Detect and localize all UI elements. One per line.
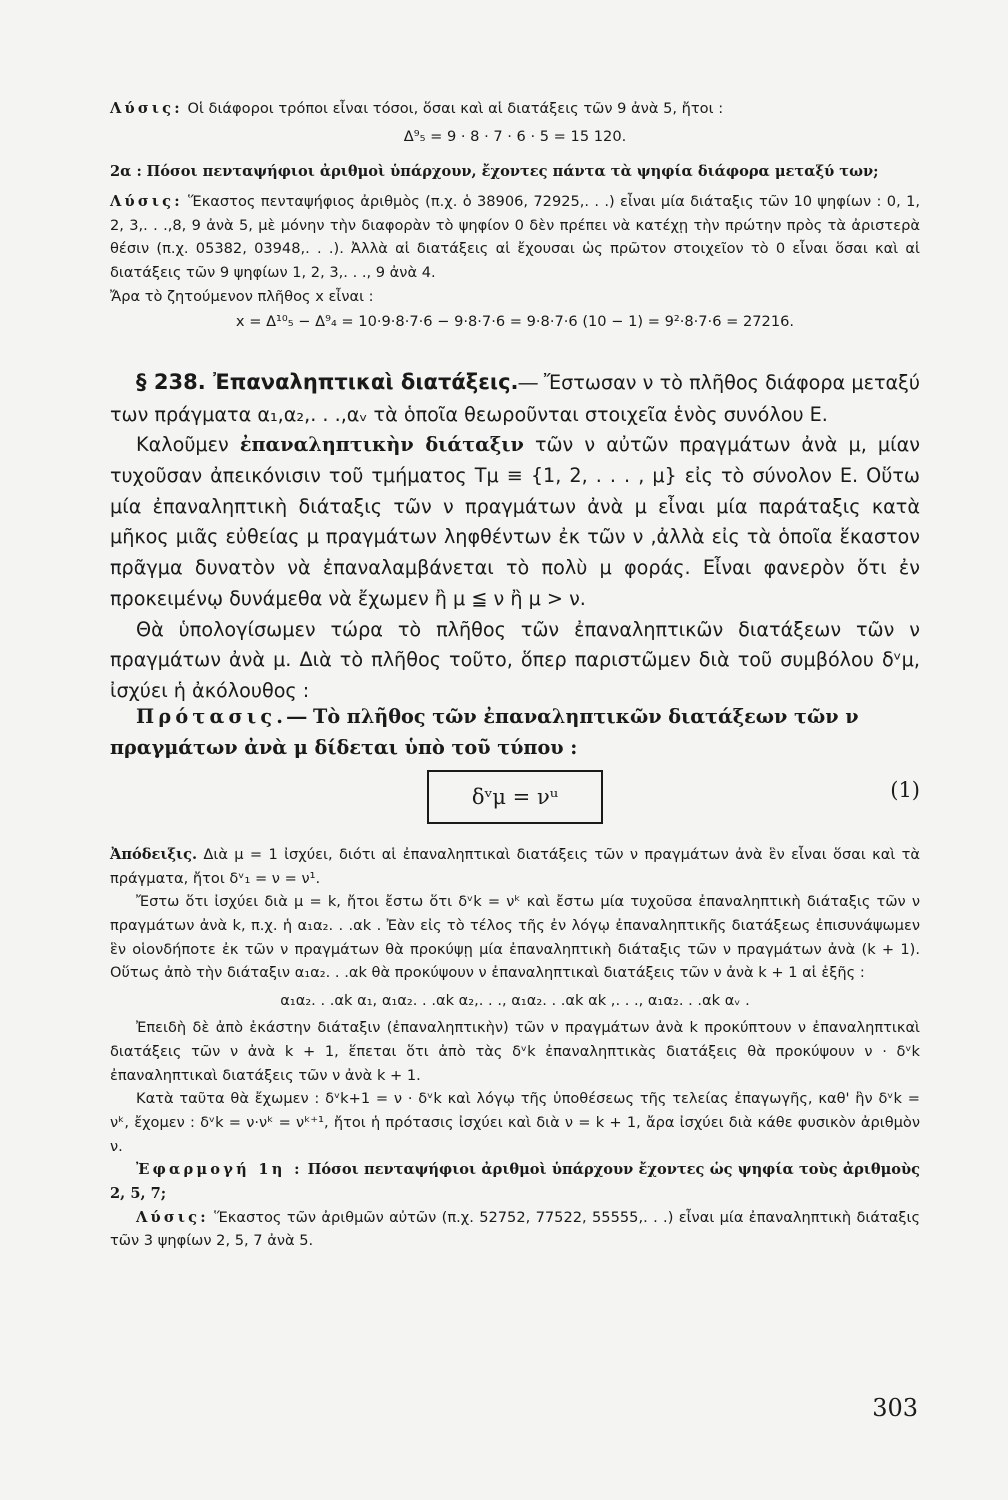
question-label: 2α : [110, 163, 142, 180]
proof [110, 843, 920, 1253]
section-definition [110, 430, 920, 614]
solution-text: Ἕκαστος πενταψήφιος ἀριθμὸς (π.χ. ὁ 38906, 72925,. . .) εἶναι μία διάταξις τῶν 10 ψηφίων : 0, 1, 2, 3,. . .,8, 9 ἀνὰ 5, μὲ μόνην τὴν διαφορὰν τὸ ψηφίον 0 δὲν πρέπει νὰ κατέχῃ τὴν πρώτην πρὸς τὰ ἀριστερὰ θέσιν (π.χ. 05382, 03948,. . .). Ἀλλὰ αἱ διατάξεις αἱ ἔχουσαι ὡς πρῶτον στοιχεῖον τὸ 0 εἶναι ὅσαι καὶ αἱ διατάξεις τῶν 9 ψηφίων 1, 2, 3,. . ., 9 ἀνὰ 4. [110, 193, 920, 281]
definition-lead: Καλοῦμεν [136, 433, 240, 457]
proposition [110, 702, 920, 763]
proof-p2: Ἔστω ὅτι ἰσχύει διὰ μ = k, ἤτοι ἔστω ὅτι δᵛk = νᵏ καὶ ἔστω μία τυχοῦσα ἐπαναληπτικὴ διάταξις τῶν ν πραγμάτων ἀνὰ k, π.χ. ἡ α₁α₂. . .αk . Ἐὰν εἰς τὸ τέλος τῆς ἐν λόγῳ ἐπαναληπτικῆς διατάξεως ἐπισυνάψωμεν ἓν οἱονδήποτε ἐκ τῶν ν πραγμάτων θὰ προκύψῃ μία ἐπαναληπτικὴ διάταξις τῶν ν πραγμάτων ἀνὰ (k + 1). Οὕτως ἀπὸ τὴν διάταξιν α₁α₂. . .αk θὰ προκύψουν ν ἐπαναληπτικαὶ διατάξεις τῶν ν ἀνὰ k + 1 αἱ ἑξῆς : [110, 893, 920, 982]
proof-label: Ἀπόδειξις. [110, 846, 198, 863]
question-text: Πόσοι πενταψήφιοι ἀριθμοὶ ὑπάρχουν, ἔχοντες πάντα τὰ ψηφία διάφορα μεταξύ των; [146, 163, 879, 180]
solution-text-2: Ἄρα τὸ ζητούμενον πλῆθος x εἶναι : [110, 287, 374, 305]
solution-label: Λύσις: [136, 1208, 209, 1226]
formula-number: (1) [890, 778, 920, 802]
solution-1 [110, 97, 920, 148]
formula-row [110, 770, 920, 830]
sequence: α₁α₂. . .αk α₁, α₁α₂. . .αk α₂,. . ., α₁α₂. . .αk αk ,. . ., α₁α₂. . .αk αᵥ . [280, 991, 750, 1009]
equation-2: x = Δ¹⁰₅ − Δ⁹₄ = 10·9·8·7·6 − 9·8·7·6 = 9·8·7·6 (10 − 1) = 9²·8·7·6 = 27216. [235, 313, 795, 331]
proof-p4: Κατὰ ταῦτα θὰ ἔχωμεν : δᵛk+1 = ν · δᵛk καὶ λόγῳ τῆς ὑποθέσεως τῆς τελείας ἐπαγωγῆς, καθ' ἣν δᵛk = νᵏ, ἔχομεν : δᵛk = ν·νᵏ = νᵏ⁺¹, ἤτοι ἡ πρότασις ἰσχύει καὶ διὰ ν = k + 1, ἄρα ἰσχύει διὰ κάθε φυσικὸν ἀριθμὸν ν. [110, 1090, 920, 1155]
definition-body: τῶν ν αὐτῶν πραγμάτων ἀνὰ μ, μίαν τυχοῦσαν ἀπεικόνισιν τοῦ τμήματος Tμ ≡ {1, 2, . . . , μ} εἰς τὸ σύνολον Ε. Οὕτω μία ἐπαναληπτικὴ διάταξις τῶν ν πραγμάτων ἀνὰ μ εἶναι μία παράταξις κατὰ μῆκος μιᾶς εὐθείας μ πραγμάτων ληφθέντων ἐκ τῶν ν ,ἀλλὰ εἰς τὰ ὁποῖα ἕκαστον πρᾶγμα δυνατὸν νὰ ἐπαναλαμβάνεται τὸ πολὺ μ φοράς. Εἶναι φανερὸν ὅτι ἐν προκειμένῳ δυνάμεθα νὰ ἔχωμεν ἢ μ ≦ ν ἢ μ > ν. [110, 433, 920, 610]
solution-3 [110, 1206, 920, 1253]
proposition-label: Πρότασις. [136, 705, 288, 728]
application-label: Ἐφαρμογή 1η : [136, 1161, 303, 1179]
solution-text: Ἕκαστος τῶν ἀριθμῶν αὐτῶν (π.χ. 52752, 77522, 55555,. . .) εἶναι μία ἐπαναληπτικὴ διάταξις τῶν 3 ψηφίων 2, 5, 7 ἀνὰ 5. [110, 1208, 921, 1250]
formula-box: δᵛμ = νᵘ [427, 770, 603, 824]
defined-term: ἐπαναληπτικὴν διάταξιν [239, 433, 524, 457]
application-text: Πόσοι πενταψήφιοι ἀριθμοὶ ὑπάρχουν ἔχοντες ὡς ψηφία τοὺς ἀριθμοὺς 2, 5, 7; [110, 1161, 921, 1202]
solution-label: Λύσις: [110, 100, 183, 117]
proposition-statement [110, 702, 920, 763]
proof-p3: Ἐπειδὴ δὲ ἀπὸ ἑκάστην διάταξιν (ἐπαναληπτικὴν) τῶν ν πραγμάτων ἀνὰ k προκύπτουν ν ἐπαναληπτικαὶ διατάξεις τῶν ν ἀνὰ k + 1, ἕπεται ὅτι ἀπὸ τὰς δᵛk ἐπαναληπτικὰς διατάξεις θὰ προκύψουν ν · δᵛk ἐπαναληπτικαὶ διατάξεις τῶν ν ἀνὰ k + 1. [110, 1019, 920, 1084]
proof-p1 [110, 843, 920, 890]
page-number: 303 [872, 1394, 918, 1422]
proof-p1-text: Διὰ μ = 1 ἰσχύει, διότι αἱ ἐπαναληπτικαὶ διατάξεις τῶν ν πραγμάτων ἀνὰ ἓν εἶναι ὅσαι καὶ τὰ πράγματα, ἤτοι δᵛ₁ = ν = ν¹. [110, 846, 920, 887]
section-heading: § 238. Ἐπαναληπτικαὶ διατάξεις. [136, 370, 519, 394]
solution-2 [110, 190, 920, 334]
equation-1: Δ⁹₅ = 9 · 8 · 7 · 6 · 5 = 15 120. [403, 127, 627, 145]
solution-text: Οἱ διάφοροι τρόποι εἶναι τόσοι, ὅσαι καὶ αἱ διατάξεις τῶν 9 ἀνὰ 5, ἤτοι : [187, 100, 724, 117]
section-p3: Θὰ ὑπολογίσωμεν τώρα τὸ πλῆθος τῶν ἐπαναληπτικῶν διατάξεων τῶν ν πραγμάτων ἀνὰ μ. Διὰ τὸ πλῆθος τοῦτο, ὅπερ παριστῶμεν διὰ τοῦ συμβόλου δᵛμ, ἰσχύει ἡ ἀκόλουθος : [110, 617, 920, 703]
application-1 [110, 1158, 920, 1205]
section-p1: ― Ἔστωσαν ν τὸ πλῆθος διάφορα μεταξύ των πράγματα α₁,α₂,. . .,αᵥ τὰ ὁποῖα θεωροῦνται στοιχεῖα ἑνὸς συνόλου Ε. [110, 371, 920, 426]
section-intro [110, 366, 920, 430]
question-2a [110, 160, 920, 184]
proposition-text: ― Τὸ πλῆθος τῶν ἐπαναληπτικῶν διατάξεων τῶν ν πραγμάτων ἀνὰ μ δίδεται ὑπὸ τοῦ τύπου : [110, 705, 859, 759]
solution-label: Λύσις: [110, 193, 183, 210]
section-238 [110, 366, 920, 707]
